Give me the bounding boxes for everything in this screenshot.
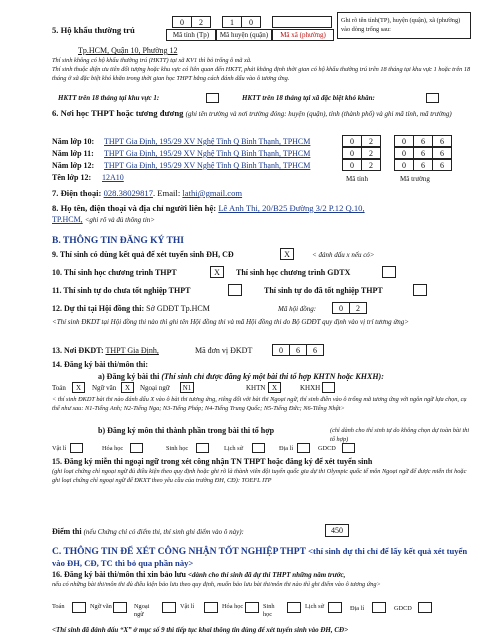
secC-heading-wrap <box>52 546 472 570</box>
q12-code-cell[interactable]: 0 <box>332 302 350 314</box>
sec6-col-truong: Mã trường <box>400 175 430 183</box>
sec5-kv1-checkbox[interactable] <box>206 93 219 103</box>
q15-score-note: (nếu Chứng chỉ có điểm thi, thí sinh ghi điểm vào ô này): <box>83 528 244 536</box>
q16-item-box[interactable] <box>162 602 176 613</box>
sec5-note1: Thí sinh không có hộ khẩu thường trú (HKTT) tại xã KV1 thì bỏ trống ô mã xã. <box>52 57 252 64</box>
q13-label: 13. Nơi ĐKDT: <box>52 346 104 355</box>
q14a-item-label: Ngoại ngữ <box>140 384 170 392</box>
q14a-label: a) Đăng ký bài thi <box>98 372 160 381</box>
q13-line <box>52 346 159 355</box>
q14a-item-box[interactable]: X <box>72 382 85 393</box>
q13-code-cell[interactable]: 6 <box>289 344 307 356</box>
sec7-email-label: . Email: <box>153 188 181 198</box>
sec5-col-tinh: Mã tỉnh (Tp) <box>166 29 216 41</box>
sec5-code-box[interactable]: 1 <box>222 16 242 28</box>
sec6-class-label: Tên lớp 12: <box>52 173 92 182</box>
q14a-item-box[interactable]: N1 <box>180 382 194 393</box>
q12-line <box>52 304 210 313</box>
q16-item-label: Vật lí <box>180 603 195 610</box>
q14a-item-label: Toán <box>52 384 66 392</box>
q14-label: 14. Đăng ký bài thi/môn thi: <box>52 360 149 369</box>
sec7-line <box>52 188 242 198</box>
q16-item-label: Ngoại ngữ <box>134 603 150 618</box>
q16-item-box[interactable] <box>245 602 259 613</box>
q14a-item-box[interactable]: X <box>121 382 134 393</box>
sec5-col-huyen: Mã huyện (quận) <box>216 29 272 41</box>
q14b-item-box[interactable] <box>297 443 310 453</box>
sec5-address[interactable]: Tp.HCM, Quận 10, Phường 12 <box>78 46 178 55</box>
sec6-code-cell[interactable]: 0 <box>394 147 414 159</box>
sec5-note2: Thí sinh thuộc diện ưu tiên đối tượng hoặc khu vực có liên quan đến HKTT, phải khẳng định thời gian có hộ khẩu thường trú trên 18 tháng tại khu vực 1 hoặc trên 18 tháng ở xã đặc biệt khó khăn trong thời gian học THPT bằng cách đánh dấu vào ô tương ứng. <box>52 66 471 82</box>
q14b-item-label: Địa lí <box>279 445 294 452</box>
sec6-code-cell[interactable]: 6 <box>413 147 433 159</box>
sec8-label: 8. Họ tên, điện thoại và địa chỉ người liên hệ: <box>52 203 217 213</box>
q14b-item-label: Sinh học <box>166 445 189 452</box>
sec6-title-note: (ghi tên trường và nơi trường đóng: huyện (quận), tỉnh (thành phố) và ghi mã tỉnh, mã trường) <box>185 110 452 118</box>
q12-code-cell[interactable]: 2 <box>349 302 367 314</box>
sec5-code-box[interactable]: 0 <box>241 16 261 28</box>
q16-item-box[interactable] <box>72 602 86 613</box>
sec6-row-value[interactable]: THPT Gia Định, 195/29 XV Nghệ Tĩnh Q Bình Thạnh, TPHCM <box>104 149 311 158</box>
q14b-item-label: GDCD <box>318 445 336 452</box>
secC-footer: <Thí sinh đã đánh dấu “X” ở mục số 9 thì tiếp tục khai thông tin dùng để xét tuyển sinh vào ĐH, CĐ> <box>52 626 349 634</box>
q11b-label: Thí sinh tự do đã tốt nghiệp THPT <box>264 286 383 295</box>
sec5-title: 5. Hộ khẩu thường trú <box>52 25 135 35</box>
sec6-code-cell[interactable]: 6 <box>432 147 452 159</box>
q11a-label: 11. Thí sinh tự do chưa tốt nghiệp THPT <box>52 286 191 295</box>
q13-code-cell[interactable]: 0 <box>272 344 290 356</box>
sec6-code-cell[interactable]: 6 <box>413 135 433 147</box>
sec6-row-label: Năm lớp 12: <box>52 161 95 170</box>
sec5-kv1-label: HKTT trên 18 tháng tại khu vực 1: <box>58 94 160 102</box>
sec6-code-cell[interactable]: 2 <box>361 159 381 171</box>
sec6-heading <box>52 108 472 120</box>
q16-item-label: Ngữ văn <box>90 603 112 610</box>
sec6-code-cell[interactable]: 6 <box>432 159 452 171</box>
q14b-item-box[interactable] <box>70 443 83 453</box>
q14a-item-label: Ngữ văn <box>92 384 117 392</box>
secB-heading: B. THÔNG TIN ĐĂNG KÝ THI <box>52 236 184 246</box>
q12-code-label: Mã hội đồng: <box>278 305 317 313</box>
sec6-code-cell[interactable]: 2 <box>361 147 381 159</box>
sec5-dbkk-label: HKTT trên 18 tháng tại xã đặc biệt khó khăn: <box>242 94 375 102</box>
sec7-label: 7. Điện thoại: <box>52 188 102 198</box>
q11a-checkbox[interactable] <box>228 284 242 296</box>
sec6-code-cell[interactable]: 0 <box>342 159 362 171</box>
q15-label: 15. Đăng ký miễn thi ngoại ngữ trong xét công nhận TN THPT hoặc đăng ký để xét tuyển sinh <box>52 457 373 466</box>
sec5-side-note: Ghi rõ tên tỉnh(TP), huyện (quận), xã (phường) vào dòng trống sau: <box>337 12 471 39</box>
q13-code-label: Mã đơn vị ĐKDT <box>195 346 253 355</box>
q16-item-label: Toán <box>52 603 65 610</box>
sec5-col-xa: Mã xã (phường) <box>272 29 334 41</box>
q14a-item-label: KHTN <box>246 384 266 392</box>
sec8-line1 <box>52 203 365 213</box>
sec8-value-line1[interactable]: Lê Anh Thi, 20/B25 Đường 3/2 P.12 Q.10, <box>218 203 365 213</box>
sec8-value-line2[interactable]: TP.HCM, <box>52 215 83 224</box>
q10b-checkbox[interactable] <box>382 266 396 278</box>
sec7-phone[interactable]: 028.38029817 <box>103 188 153 198</box>
sec8-line2 <box>52 215 155 224</box>
q15-score-line <box>52 527 244 536</box>
secC-heading: C. THÔNG TIN ĐỂ XÉT CÔNG NHẬN TỐT NGHIỆP THPT <box>52 547 306 557</box>
q12-label: 12. Dự thi tại Hội đồng thi: <box>52 304 145 313</box>
q16-line <box>52 570 345 579</box>
q16-item-box[interactable] <box>328 602 342 613</box>
q14b-item-label: Vật lí <box>52 445 67 452</box>
q11b-checkbox[interactable] <box>413 284 427 296</box>
q14b-label: b) Đăng ký môn thi thành phần trong bài thi tổ hợp <box>98 426 275 435</box>
q9-checkbox[interactable]: X <box>280 248 294 260</box>
q16-note2: nếu có những bài thi/môn thi đủ điều kiện bảo lưu theo quy định, muốn bảo lưu bài thi/môn thi nào thì ghi điểm vào ô tương ứng> <box>52 581 381 588</box>
q16-item-box[interactable] <box>113 602 127 613</box>
q15-score-label: Điểm thi <box>52 527 82 536</box>
sec5-code-box[interactable]: 2 <box>191 16 211 28</box>
q16-item-label: Hóa học <box>222 603 244 610</box>
q14b-line <box>98 426 274 435</box>
secC-heading-note: <thí sinh dự thi chỉ để lấy kết quả xét tuyển vào ĐH, CĐ, TC thì bỏ qua phần này> <box>52 546 468 569</box>
q13-code-cell[interactable]: 6 <box>306 344 324 356</box>
q14a-expl: < thí sinh ĐKDT bài thi nào đánh dấu X vào ô bài thi tương ứng, riêng đối với bài thi Ngoại ngữ, thí sinh điền vào ô trống mã tương ứng với ngôn ngữ lựa chọn, cụ thể như sau: N1-Tiếng Anh; N2-Tiếng Nga; N3-Tiếng Pháp; N4-Tiếng Trung Quốc; N5-Tiếng Đức; N6-Tiếng Nhật> <box>52 396 467 412</box>
q14a-item-label: KHXH <box>300 384 321 392</box>
sec5-dbkk-checkbox[interactable] <box>426 93 439 103</box>
q16-item-box[interactable] <box>204 602 218 613</box>
q14a-item-box[interactable]: X <box>268 382 281 393</box>
sec5-code-box[interactable]: 0 <box>172 16 192 28</box>
q15-score-box[interactable]: 450 <box>325 524 349 537</box>
q9-label: 9. Thí sinh có dùng kết quả để xét tuyển sinh ĐH, CĐ <box>52 250 234 259</box>
q16-item-box[interactable] <box>287 602 301 613</box>
sec6-row-label: Năm lớp 10: <box>52 137 95 146</box>
q14a-note: (Thí sinh chỉ được đăng ký một bài thi tổ hợp KHTN hoặc KHXH): <box>161 372 384 381</box>
q10a-checkbox[interactable]: X <box>210 266 224 278</box>
sec6-code-cell[interactable]: 0 <box>394 159 414 171</box>
sec6-row-label: Năm lớp 11: <box>52 149 94 158</box>
sec5-code-box[interactable] <box>272 16 332 28</box>
sec6-code-cell[interactable]: 0 <box>394 135 414 147</box>
sec7-email[interactable]: lathi@gmail.com <box>182 188 243 198</box>
q16-item-label: Địa lí <box>350 605 365 612</box>
q14b-item-box[interactable] <box>130 443 143 453</box>
q10a-label: 10. Thí sinh học chương trình THPT <box>52 268 177 277</box>
sec6-row-value[interactable]: THPT Gia Định, 195/29 XV Nghệ Tĩnh Q Bình Thạnh, TPHCM <box>104 137 311 146</box>
q16-item-label: Lịch sử <box>305 603 324 610</box>
q16-item-box[interactable] <box>418 602 432 613</box>
sec6-code-cell[interactable]: 0 <box>342 147 362 159</box>
q16-item-box[interactable] <box>372 602 386 613</box>
q14b-note: (chỉ dành cho thí sinh tự do không chọn dự toàn bài thi tổ hợp) <box>330 427 470 443</box>
q14b-item-label: Lịch sử <box>224 445 243 452</box>
sec6-class-value[interactable]: 12A10 <box>102 173 124 182</box>
q14a-item-box[interactable] <box>322 382 335 393</box>
sec6-title: 6. Nơi học THPT hoặc tương đương <box>52 108 184 118</box>
sec6-code-cell[interactable]: 6 <box>432 135 452 147</box>
q10b-label: Thí sinh học chương trình GDTX <box>236 268 351 277</box>
q14b-item-box[interactable] <box>196 443 209 453</box>
q9-note: < đánh dấu x nếu có> <box>312 251 375 259</box>
q16-item-label: GDCD <box>394 605 412 612</box>
q12-note: <Thí sinh ĐKDT tại Hội đồng thi nào thì ghi tên Hội đồng thi và mã Hội đồng thi do Bộ GDĐT quy định vào vị trí tương ứng> <box>52 318 409 326</box>
sec6-code-cell[interactable]: 0 <box>342 135 362 147</box>
sec6-col-tinh: Mã tỉnh <box>346 175 368 183</box>
q14b-item-box[interactable] <box>252 443 265 453</box>
sec6-code-cell[interactable]: 2 <box>361 135 381 147</box>
sec6-row-value[interactable]: THPT Gia Định, 195/29 XV Nghệ Tĩnh Q Bình Thạnh, TPHCM <box>104 161 311 170</box>
q13-value[interactable]: THPT Gia Định, <box>105 346 159 355</box>
q16-label: 16. Đăng ký bài thi/môn thi xin bảo lưu <box>52 570 186 579</box>
sec8-note: <ghi rõ và đủ thông tin> <box>84 216 155 224</box>
sec6-code-cell[interactable]: 6 <box>413 159 433 171</box>
q15-note: (ghi loại chứng chỉ ngoại ngữ đủ điều kiện theo quy định hoặc ghi rõ là thành viên đội tuyển quốc gia dự thi Olympic quốc tế môn Ngoại ngữ để được miễn thi hoặc ghi loại chứng chỉ ngoại ngữ để ĐKXT theo yêu cầu của trường ĐH, CĐ): TOEFL ITP <box>52 468 467 484</box>
q14a-line <box>98 372 384 381</box>
q12-value[interactable]: Sở GDĐT Tp.HCM <box>146 304 210 313</box>
q14b-item-box[interactable] <box>342 443 355 453</box>
q16-note1: <dành cho thí sinh đã dự thi THPT những năm trước, <box>187 571 346 579</box>
q16-item-label: Sinh học <box>263 603 275 618</box>
q14b-item-label: Hóa học <box>102 445 124 452</box>
